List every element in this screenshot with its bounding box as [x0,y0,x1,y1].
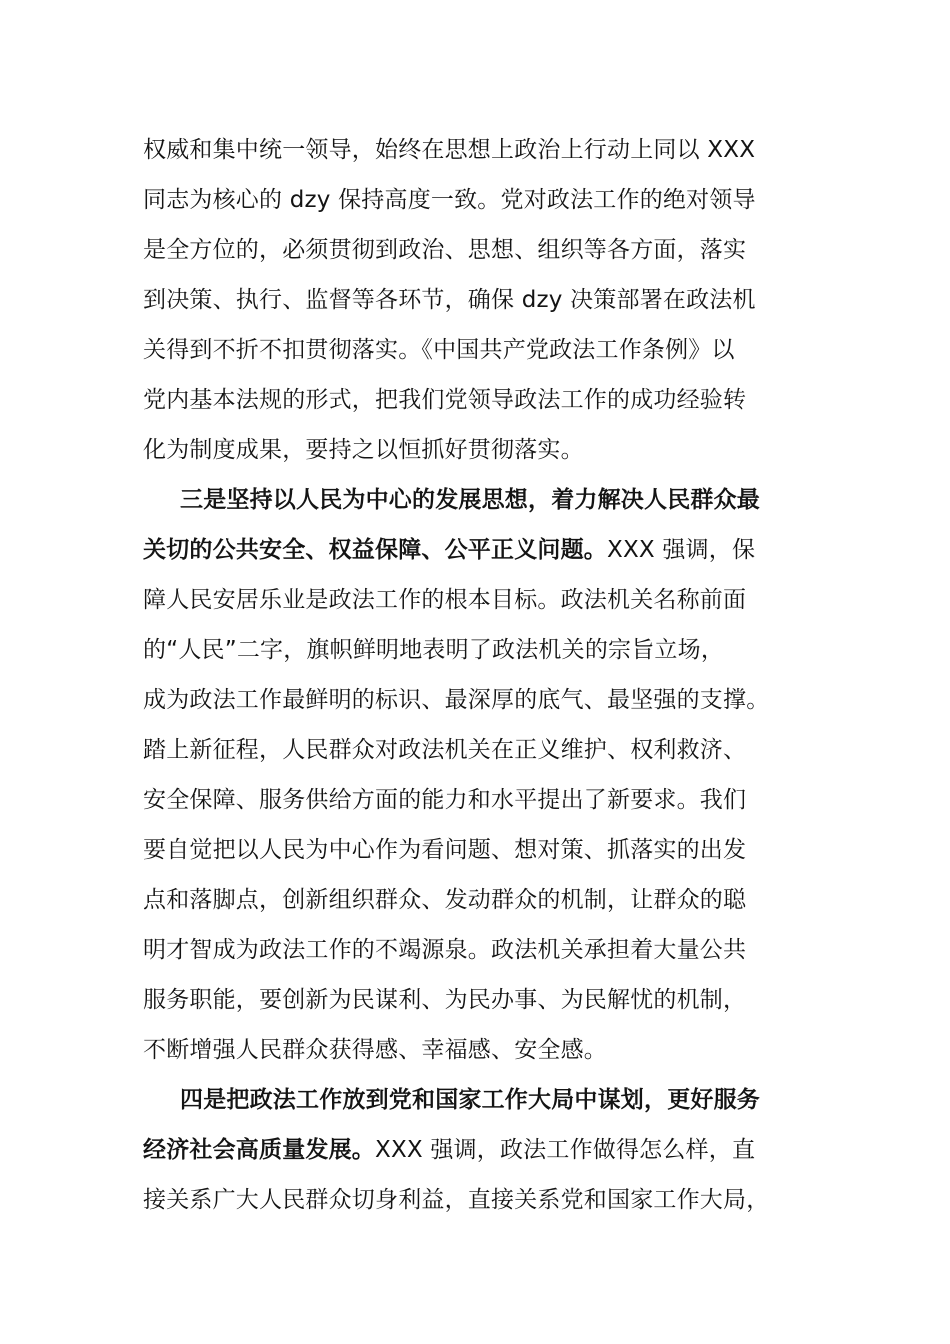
text-line [143,875,823,925]
section-heading-text: 四是把政法工作放到党和国家工作大局中谋划，更好服务 [180,1087,760,1113]
text-line [143,925,823,975]
line-text: 关得到不折不扣贯彻落实。《中国共产党政法工作条例》以 [143,337,735,363]
text-line [143,1175,823,1225]
line-text: 同志为核心的 dzy 保持高度一致。党对政法工作的绝对领导 [143,187,756,213]
text-line [143,275,823,325]
text-line [143,225,823,275]
text-line [143,975,823,1025]
text-line [143,675,823,725]
text-line [143,375,823,425]
line-text: XXX 强调，保 [607,537,756,563]
text-line [143,775,823,825]
line-text: 点和落脚点，创新组织群众、发动群众的机制，让群众的聪 [143,887,747,913]
text-line [143,575,823,625]
line-text: 踏上新征程，人民群众对政法机关在正义维护、权利救济、 [143,737,747,763]
text-line [143,425,823,475]
line-text: 障人民安居乐业是政法工作的根本目标。政法机关名称前面 [143,587,747,613]
line-text: 是全方位的，必须贯彻到政治、思想、组织等各方面，落实 [143,237,747,263]
line-text: 接关系广大人民群众切身利益，直接关系党和国家工作大局， [143,1187,770,1213]
section-heading-line [180,1075,860,1125]
line-text: 要自觉把以人民为中心作为看问题、想对策、抓落实的出发 [143,837,747,863]
text-line [143,1025,823,1075]
line-text: XXX 强调，政法工作做得怎么样，直 [375,1137,756,1163]
text-line [143,825,823,875]
text-line [143,325,823,375]
line-text: 化为制度成果，要持之以恒抓好贯彻落实。 [143,437,584,463]
line-text: 党内基本法规的形式，把我们党领导政法工作的成功经验转 [143,387,747,413]
line-text: 服务职能，要创新为民谋利、为民办事、为民解忧的机制， [143,987,747,1013]
line-text: 不断增强人民群众获得感、幸福感、安全感。 [143,1037,607,1063]
text-line [143,175,823,225]
line-text: 明才智成为政法工作的不竭源泉。政法机关承担着大量公共 [143,937,747,963]
line-text: 成为政法工作最鲜明的标识、最深厚的底气、最坚强的支撑。 [143,687,770,713]
text-line [143,125,823,175]
text-line [143,1125,823,1175]
section-heading-text: 经济社会高质量发展。 [143,1137,375,1163]
text-line [143,625,823,675]
text-line [143,725,823,775]
line-text: 安全保障、服务供给方面的能力和水平提出了新要求。我们 [143,787,747,813]
line-text: 的“人民”二字，旗帜鲜明地表明了政法机关的宗旨立场， [143,637,725,663]
section-heading-text: 三是坚持以人民为中心的发展思想，着力解决人民群众最 [180,487,760,513]
section-heading-line [180,475,860,525]
section-heading-text: 关切的公共安全、权益保障、公平正义问题。 [143,537,607,563]
line-text: 到决策、执行、监督等各环节，确保 dzy 决策部署在政法机 [143,287,756,313]
text-line [143,525,823,575]
line-text: 权威和集中统一领导，始终在思想上政治上行动上同以 XXX [143,137,756,163]
